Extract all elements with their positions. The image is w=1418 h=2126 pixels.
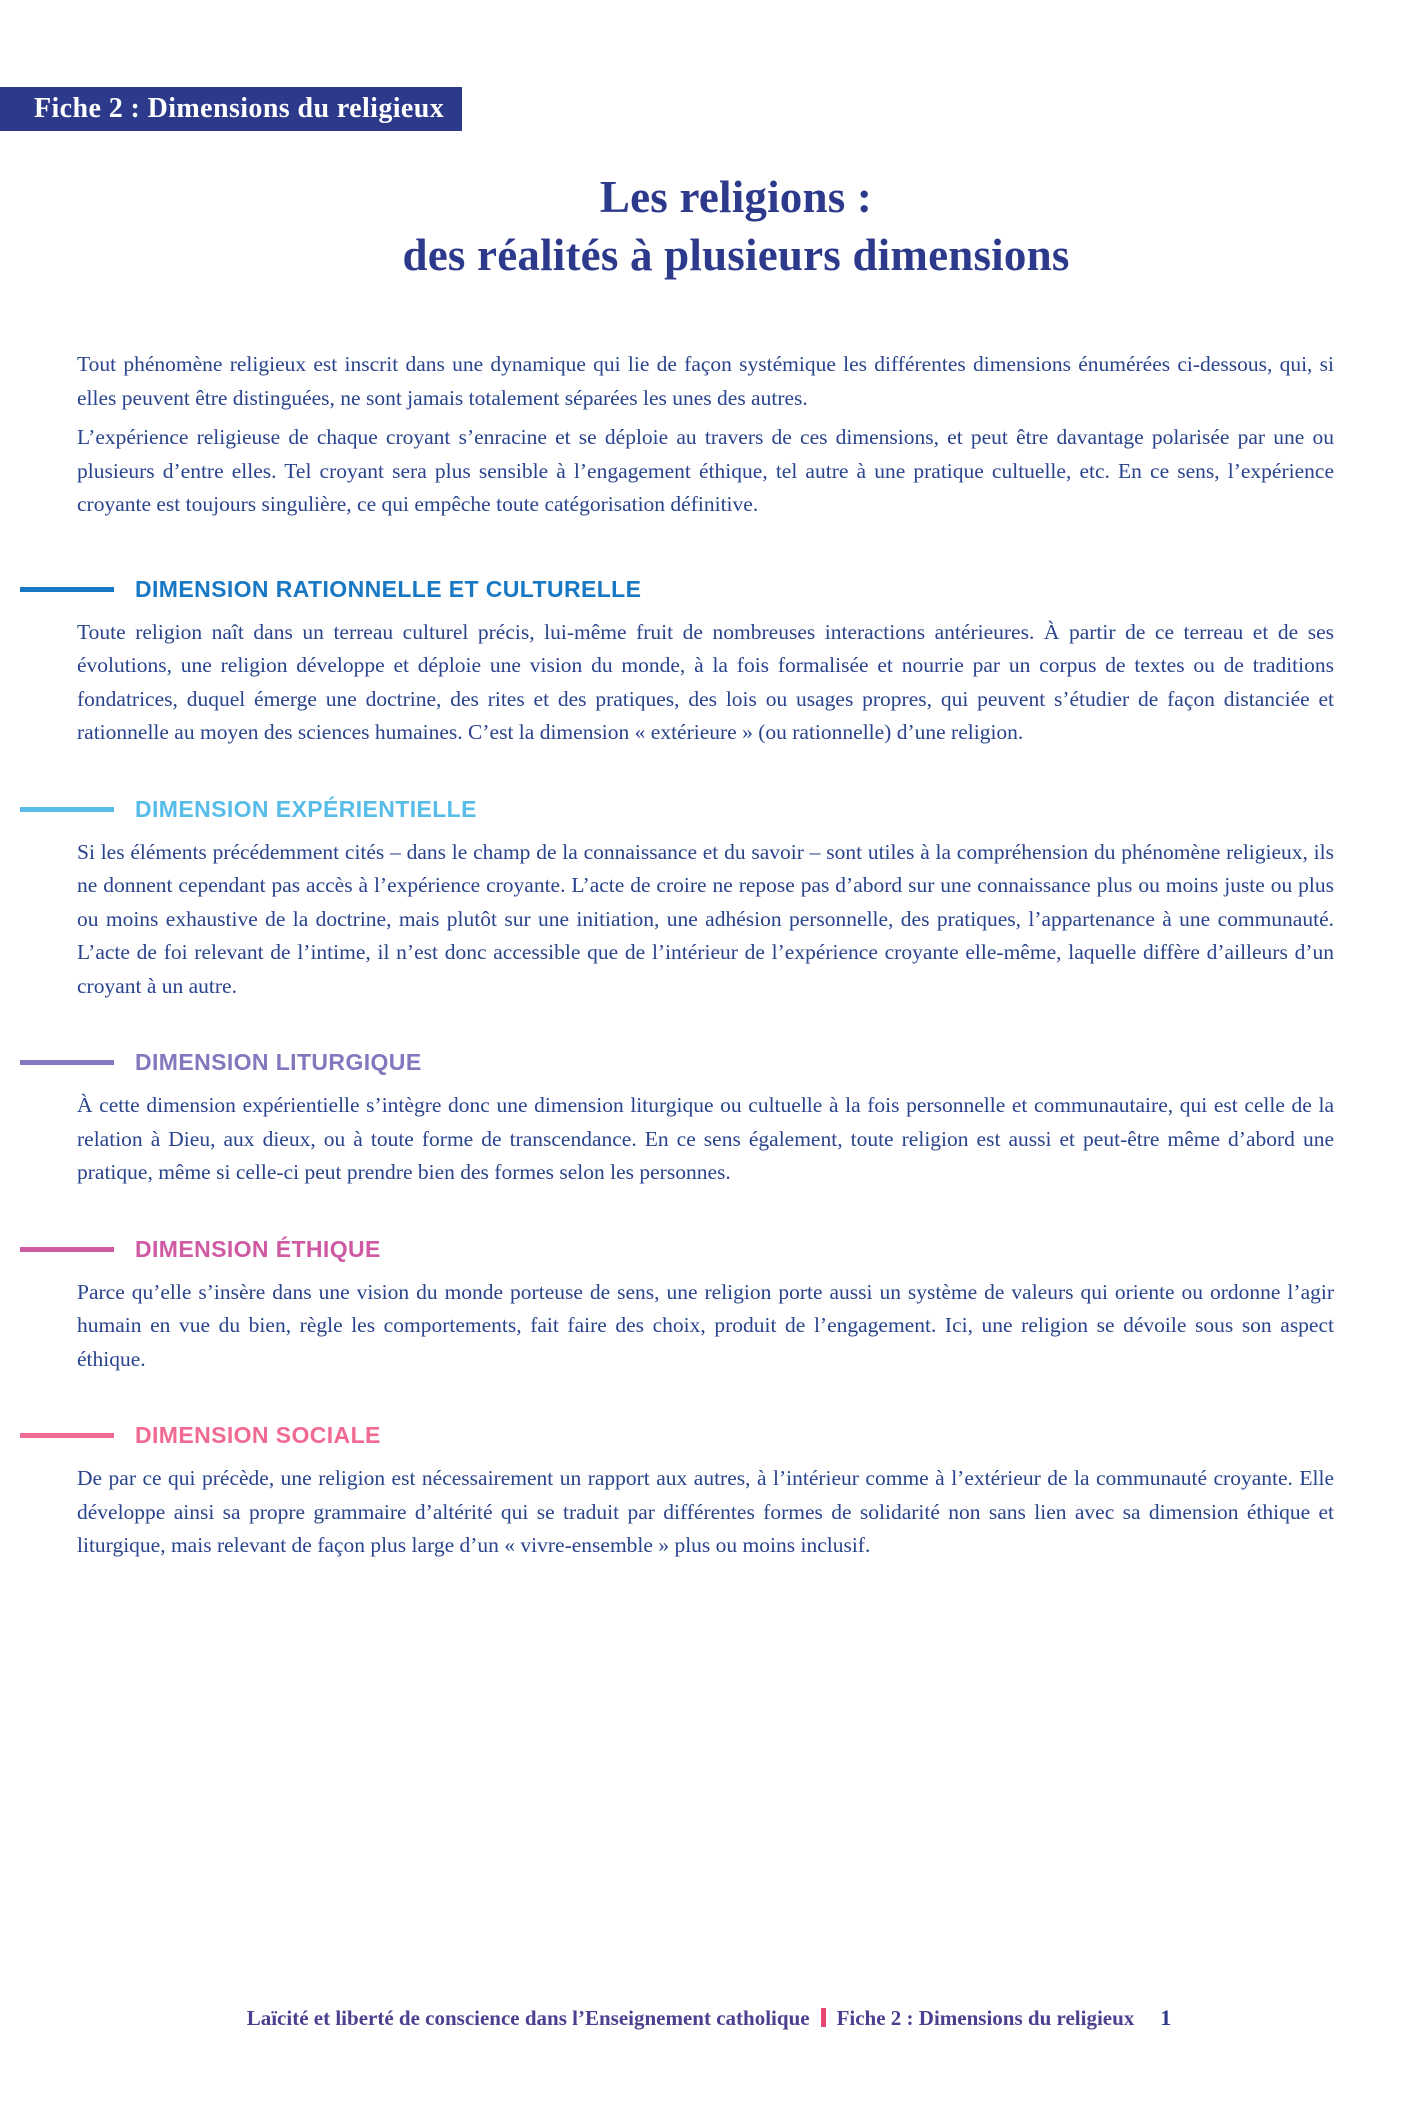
section-paragraph: Toute religion naît dans un terreau culturel précis, lui-même fruit de nombreuses interactions antérieures. À partir de ce terreau et de ses évolutions, une religion développe et déploie une vision du monde, à la fois formalisée et nourrie par un corpus de textes ou de traditions fondatrices, duquel émerge une doctrine, des rites et des pratiques, des lois ou usages propres, qui peuvent s’étudier de façon distanciée et rationnelle au moyen des sciences humaines. C’est la dimension « extérieure » (ou rationnelle) d’une religion. [77,619,1334,744]
section-heading-label: DIMENSION SOCIALE [135,1422,381,1448]
footer-separator-icon [821,2008,826,2027]
section-body-rationnelle [77,616,1334,750]
page-title-line-1: Les religions : [599,172,873,222]
section-heading-label: DIMENSION RATIONNELLE ET CULTURELLE [135,575,642,602]
section-paragraph: Parce qu’elle s’insère dans une vision du monde porteuse de sens, une religion porte aussi un système de valeurs qui oriente ou ordonne l’agir humain en vue du bien, règle les comportements, fait faire des choix, produit de l’engagement. Ici, une religion se dévoile sous son aspect éthique. [77,1279,1334,1371]
heading-rule-icon [20,1060,114,1065]
section-body-experientielle [77,836,1334,1004]
section-heading-experientielle [20,796,1334,823]
intro-paragraph-1: Tout phénomène religieux est inscrit dans une dynamique qui lie de façon systémique les différentes dimensions énumérées ci-dessous, qui, si elles peuvent être distinguées, ne sont jamais totalement séparées les unes des autres. [77,352,1334,410]
section-paragraph: De par ce qui précède, une religion est nécessairement un rapport aux autres, à l’intérieur comme à l’extérieur de la communauté croyante. Elle développe ainsi sa propre grammaire d’altérité qui se traduit par différentes formes de solidarité non sans lien avec sa dimension éthique et liturgique, mais relevant de façon plus large d’un « vivre-ensemble » plus ou moins inclusif. [77,1466,1334,1557]
section-heading-label: DIMENSION ÉTHIQUE [135,1235,381,1262]
section-body-sociale [77,1462,1334,1563]
fiche-banner [0,87,462,131]
section-dimension-liturgique [77,1049,1334,1190]
section-heading-ethique [20,1236,1334,1263]
section-dimension-rationnelle [77,576,1334,750]
page-title-line-2: des réalités à plusieurs dimensions [402,230,1070,280]
page-title [60,168,1356,284]
page-footer [0,2005,1418,2031]
heading-rule-icon [20,1247,114,1252]
section-heading-label: DIMENSION EXPÉRIENTIELLE [135,795,477,822]
footer-left-text: Laïcité et liberté de conscience dans l’Enseignement catholique [246,2006,810,2030]
section-heading-sociale [20,1422,1334,1449]
intro-block [77,348,1334,522]
section-body-ethique [77,1276,1334,1377]
section-dimension-sociale [77,1422,1334,1563]
intro-paragraph-2: L’expérience religieuse de chaque croyant s’enracine et se déploie au travers de ces dimensions, et peut être davantage polarisée par une ou plusieurs d’entre elles. Tel croyant sera plus sensible à l’engagement éthique, tel autre à une pratique cultuelle, etc. En ce sens, l’expérience croyante est toujours singulière, ce qui empêche toute catégorisation définitive. [77,425,1334,516]
section-body-liturgique [77,1089,1334,1190]
page-number: 1 [1160,2005,1172,2030]
fiche-banner-label: Fiche 2 : Dimensions du religieux [34,93,445,124]
section-paragraph: Si les éléments précédemment cités – dans le champ de la connaissance et du savoir – sont utiles à la compréhension du phénomène religieux, ils ne donnent cependant pas accès à l’expérience croyante. L’acte de croire ne repose pas d’abord sur une connaissance plus ou moins juste ou plus ou moins exhaustive de la doctrine, mais plutôt sur une initiation, une adhésion personnelle, des pratiques, l’appartenance à une communauté. L’acte de foi relevant de l’intime, il n’est donc accessible que de l’intérieur de l’expérience croyante elle-même, laquelle diffère d’ailleurs d’un croyant à un autre. [77,839,1334,998]
heading-rule-icon [20,587,114,592]
section-heading-rationnelle [20,576,1334,603]
footer-right-text: Fiche 2 : Dimensions du religieux [836,2006,1135,2030]
heading-rule-icon [20,807,114,812]
heading-rule-icon [20,1433,114,1438]
section-dimension-ethique [77,1236,1334,1377]
section-heading-liturgique [20,1049,1334,1076]
section-dimension-experientielle [77,796,1334,1004]
document-content [77,348,1334,1609]
section-paragraph: À cette dimension expérientielle s’intègre donc une dimension liturgique ou cultuelle à la fois personnelle et communautaire, qui est celle de la relation à Dieu, aux dieux, ou à toute forme de transcendance. En ce sens également, toute religion est aussi et peut-être même d’abord une pratique, même si celle-ci peut prendre bien des formes selon les personnes. [77,1093,1334,1184]
section-heading-label: DIMENSION LITURGIQUE [135,1049,422,1075]
